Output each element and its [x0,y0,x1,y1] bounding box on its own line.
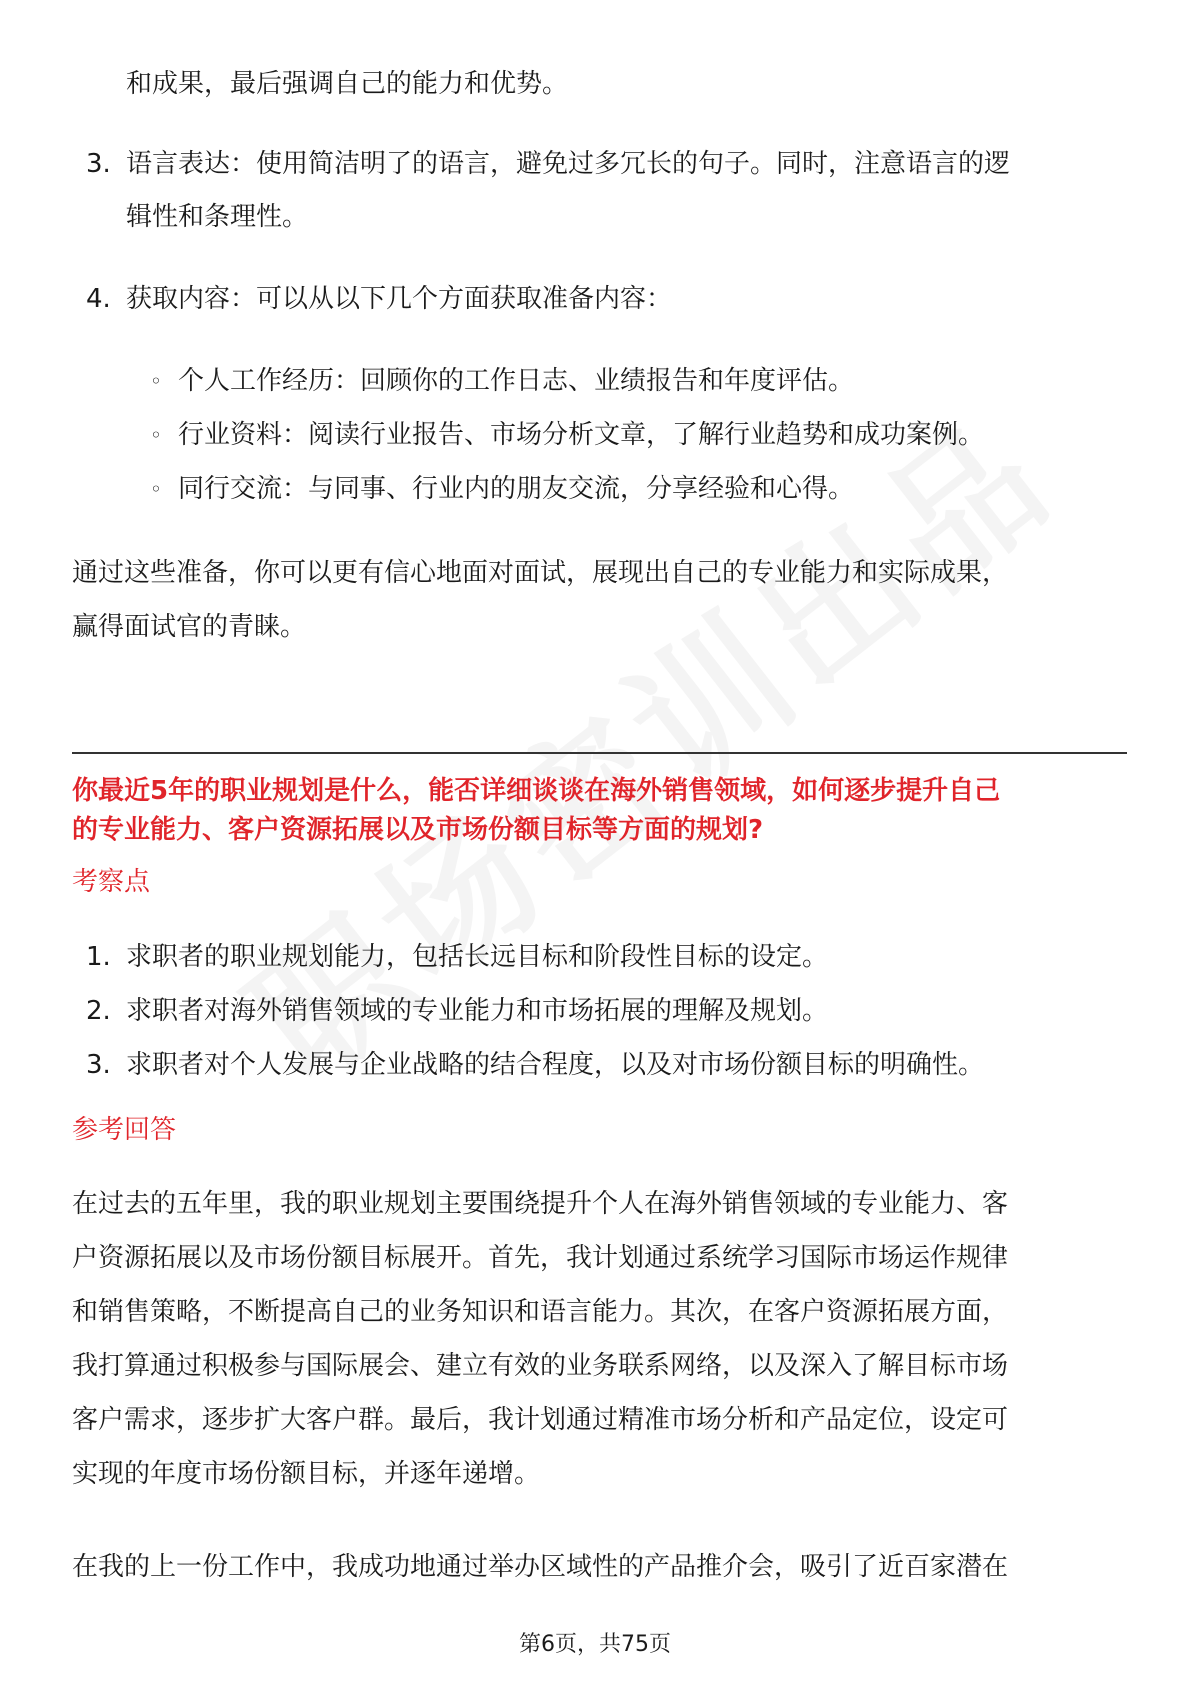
answer-line: 实现的年度市场份额目标，并逐年递增。 [72,1459,541,1489]
circle-bullet-icon: ◦ [150,423,162,447]
answer-line: 在我的上一份工作中，我成功地通过举办区域性的产品推介会，吸引了近百家潜在 [72,1552,1009,1582]
circle-bullet-icon: ◦ [150,369,162,393]
point-text: 求职者的职业规划能力，包括长远目标和阶段性目标的设定。 [126,942,829,972]
list-item-text: 获取内容：可以从以下几个方面获取准备内容： [126,284,673,314]
question-line: 你最近5年的职业规划是什么，能否详细谈谈在海外销售领域，如何逐步提升自己 [72,776,1001,806]
answer-title: 参考回答 [72,1115,177,1145]
list-number: 1. [86,942,111,972]
answer-line: 户资源拓展以及市场份额目标展开。首先，我计划通过系统学习国际市场运作规律 [72,1243,1009,1273]
sub-bullet-text: 同行交流：与同事、行业内的朋友交流，分享经验和心得。 [178,474,855,504]
answer-line: 在过去的五年里，我的职业规划主要围绕提升个人在海外销售领域的专业能力、客 [72,1189,1009,1219]
question-line: 的专业能力、客户资源拓展以及市场份额目标等方面的规划? [72,815,764,845]
list-number: 2. [86,996,111,1026]
conclusion-text: 赢得面试官的青睐。 [72,612,307,642]
list-number: 3. [86,149,111,179]
answer-line: 我打算通过积极参与国际展会、建立有效的业务联系网络，以及深入了解目标市场 [72,1351,1009,1381]
list-item-text: 语言表达：使用简洁明了的语言，避免过多冗长的句子。同时，注意语言的逻 [126,149,1011,179]
continuation-text: 和成果，最后强调自己的能力和优势。 [126,69,569,99]
answer-line: 和销售策略，不断提高自己的业务知识和语言能力。其次，在客户资源拓展方面， [72,1297,1009,1327]
list-number: 4. [86,284,111,314]
answer-line: 客户需求，逐步扩大客户群。最后，我计划通过精准市场分析和产品定位，设定可 [72,1405,1009,1435]
question-heading [72,772,1127,850]
circle-bullet-icon: ◦ [150,477,162,501]
list-item-text: 辑性和条理性。 [126,202,309,232]
page-footer: 第6页，共75页 [519,1632,671,1657]
conclusion-text: 通过这些准备，你可以更有信心地面对面试，展现出自己的专业能力和实际成果， [72,558,1009,588]
point-text: 求职者对海外销售领域的专业能力和市场拓展的理解及规划。 [126,996,829,1026]
point-text: 求职者对个人发展与企业战略的结合程度，以及对市场份额目标的明确性。 [126,1050,985,1080]
sub-bullet-text: 个人工作经历：回顾你的工作日志、业绩报告和年度评估。 [178,366,855,396]
points-title: 考察点 [72,867,151,897]
section-divider [72,752,1127,754]
sub-bullet-text: 行业资料：阅读行业报告、市场分析文章，了解行业趋势和成功案例。 [178,420,985,450]
list-number: 3. [86,1050,111,1080]
